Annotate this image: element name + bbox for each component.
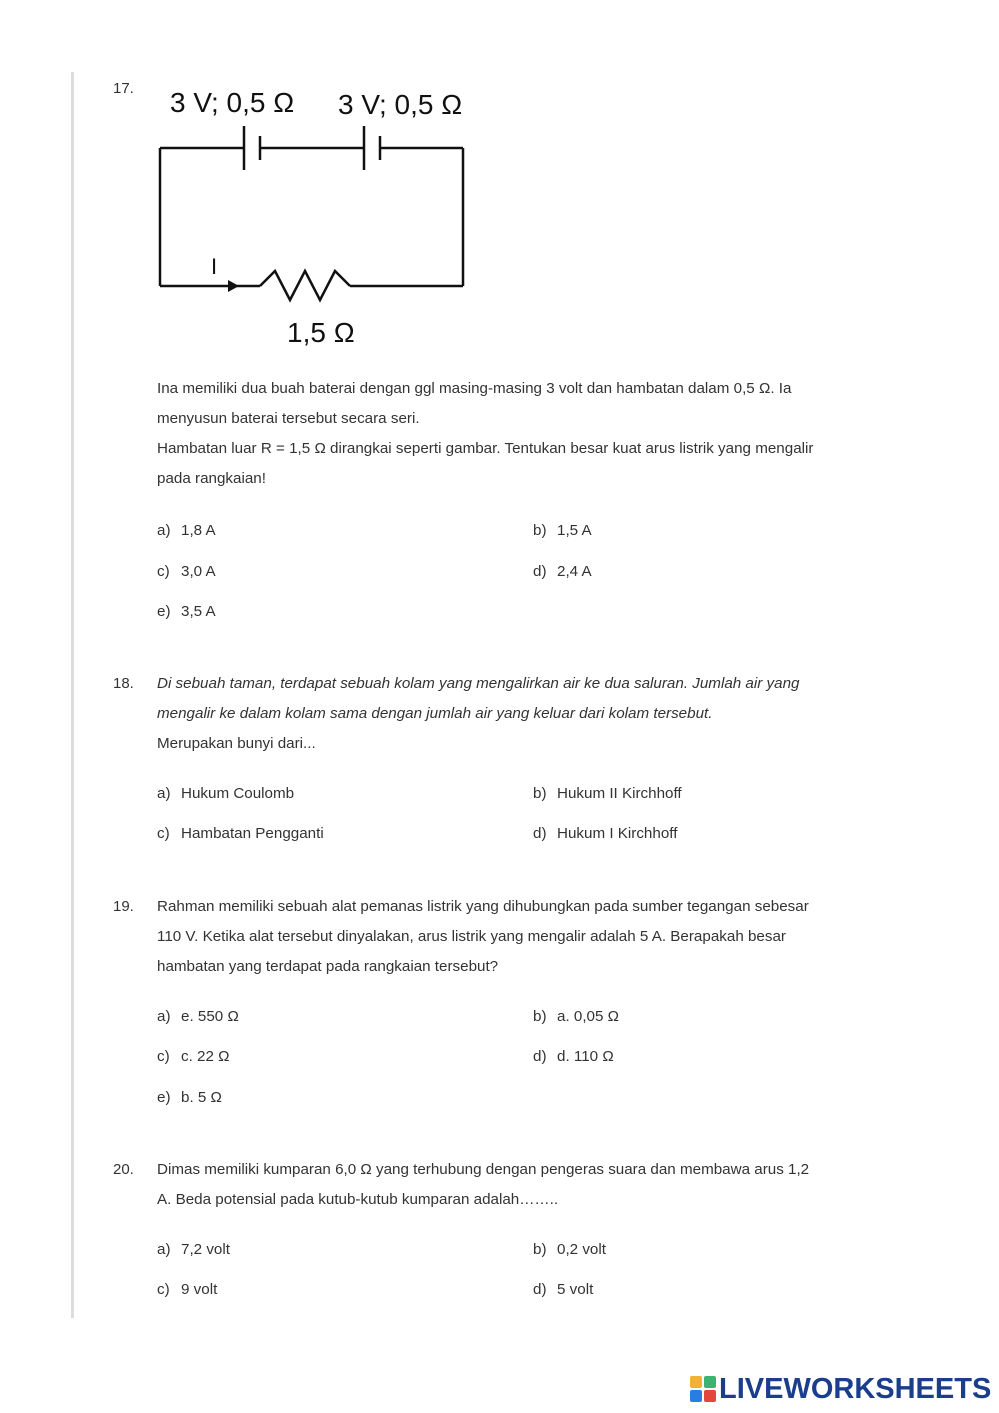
question-18-line-1: Di sebuah taman, terdapat sebuah kolam yang mengalirkan air ke dua saluran. Jumlah air yang [157,675,800,692]
question-20-line-2: A. Beda potensial pada kutub-kutub kumparan adalah…….. [157,1191,559,1208]
q17-option-b[interactable] [533,522,592,539]
q18-option-c[interactable] [157,825,324,842]
circuit-diagram [150,78,480,353]
option-letter: b) [533,1008,547,1025]
option-text: 7,2 volt [181,1241,230,1258]
q19-option-b[interactable] [533,1008,619,1025]
question-17-line-3: Hambatan luar R = 1,5 Ω dirangkai seperti gambar. Tentukan besar kuat arus listrik yang mengalir [157,440,814,457]
option-letter: c) [157,825,170,842]
question-17-line-4: pada rangkaian! [157,470,266,487]
question-20-text [157,1155,897,1215]
option-letter: a) [157,522,171,539]
option-letter: a) [157,1241,171,1258]
option-letter: e) [157,603,171,620]
q20-option-d[interactable] [533,1281,593,1298]
current-arrow-icon [228,280,239,292]
question-18-line-2: mengalir ke dalam kolam sama dengan jumlah air yang keluar dari kolam tersebut. [157,705,713,722]
q20-option-c[interactable] [157,1281,217,1298]
option-letter: c) [157,563,170,580]
question-17-line-2: menyusun baterai tersebut secara seri. [157,410,420,427]
option-text: Hambatan Pengganti [181,825,324,842]
question-19-text [157,892,897,982]
option-text: 9 volt [181,1281,218,1298]
q19-option-d[interactable] [533,1048,614,1065]
q17-option-a[interactable] [157,522,216,539]
battery-2-label: 3 V; 0,5 Ω [338,89,463,120]
question-18-line-3: Merupakan bunyi dari... [157,735,316,752]
resistor [260,271,350,300]
resistor-label: 1,5 Ω [287,317,355,348]
liveworksheets-logo[interactable] [690,1373,991,1405]
option-letter: c) [157,1281,170,1298]
option-text: 3,5 A [181,603,216,620]
option-text: e. 550 Ω [181,1008,239,1025]
question-19-number: 19. [113,898,134,915]
option-text: a. 0,05 Ω [557,1008,620,1025]
q19-option-c[interactable] [157,1048,230,1065]
option-text: Hukum Coulomb [181,785,295,802]
q18-option-a[interactable] [157,785,294,802]
option-letter: c) [157,1048,170,1065]
battery-1-label: 3 V; 0,5 Ω [170,87,295,118]
q17-option-d[interactable] [533,563,592,580]
question-20-line-1: Dimas memiliki kumparan 6,0 Ω yang terhubung dengan pengeras suara dan membawa arus 1,2 [157,1161,810,1178]
option-letter: a) [157,785,171,802]
question-17-number: 17. [113,80,134,97]
option-letter: a) [157,1008,171,1025]
q20-option-a[interactable] [157,1241,230,1258]
q19-option-a[interactable] [157,1008,239,1025]
liveworksheets-logo-icon [690,1376,716,1402]
option-text: 3,0 A [181,563,216,580]
option-letter: d) [533,1048,547,1065]
option-text: d. 110 Ω [557,1048,614,1065]
question-17-text [157,374,897,494]
option-letter: d) [533,825,547,842]
option-letter: b) [533,522,547,539]
q19-option-e[interactable] [157,1089,222,1106]
q17-option-e[interactable] [157,603,216,620]
option-text: Hukum II Kirchhoff [557,785,682,802]
option-letter: d) [533,1281,547,1298]
option-text: 0,2 volt [557,1241,606,1258]
question-19-line-1: Rahman memiliki sebuah alat pemanas listrik yang dihubungkan pada sumber tegangan sebesar [157,898,809,915]
option-text: Hukum I Kirchhoff [557,825,678,842]
question-18-text [157,669,897,759]
question-19-line-3: hambatan yang terdapat pada rangkaian tersebut? [157,958,499,975]
liveworksheets-logo-text: LIVEWORKSHEETS [719,1372,992,1405]
q17-option-c[interactable] [157,563,216,580]
option-letter: b) [533,785,547,802]
option-text: 1,8 A [181,522,216,539]
question-17-line-1: Ina memiliki dua buah baterai dengan ggl masing-masing 3 volt dan hambatan dalam 0,5 Ω. Ia [157,380,792,397]
option-text: 1,5 A [557,522,592,539]
q18-option-d[interactable] [533,825,677,842]
option-letter: e) [157,1089,171,1106]
q20-option-b[interactable] [533,1241,606,1258]
option-text: c. 22 Ω [181,1048,230,1065]
left-margin-line [71,72,74,1318]
option-letter: d) [533,563,547,580]
current-label: I [211,254,218,279]
question-20-number: 20. [113,1161,134,1178]
option-letter: b) [533,1241,547,1258]
question-19-line-2: 110 V. Ketika alat tersebut dinyalakan, arus listrik yang mengalir adalah 5 A. Berapakah besar [157,928,786,945]
option-text: 5 volt [557,1281,594,1298]
question-18-number: 18. [113,675,134,692]
option-text: 2,4 A [557,563,592,580]
q18-option-b[interactable] [533,785,682,802]
option-text: b. 5 Ω [181,1089,222,1106]
